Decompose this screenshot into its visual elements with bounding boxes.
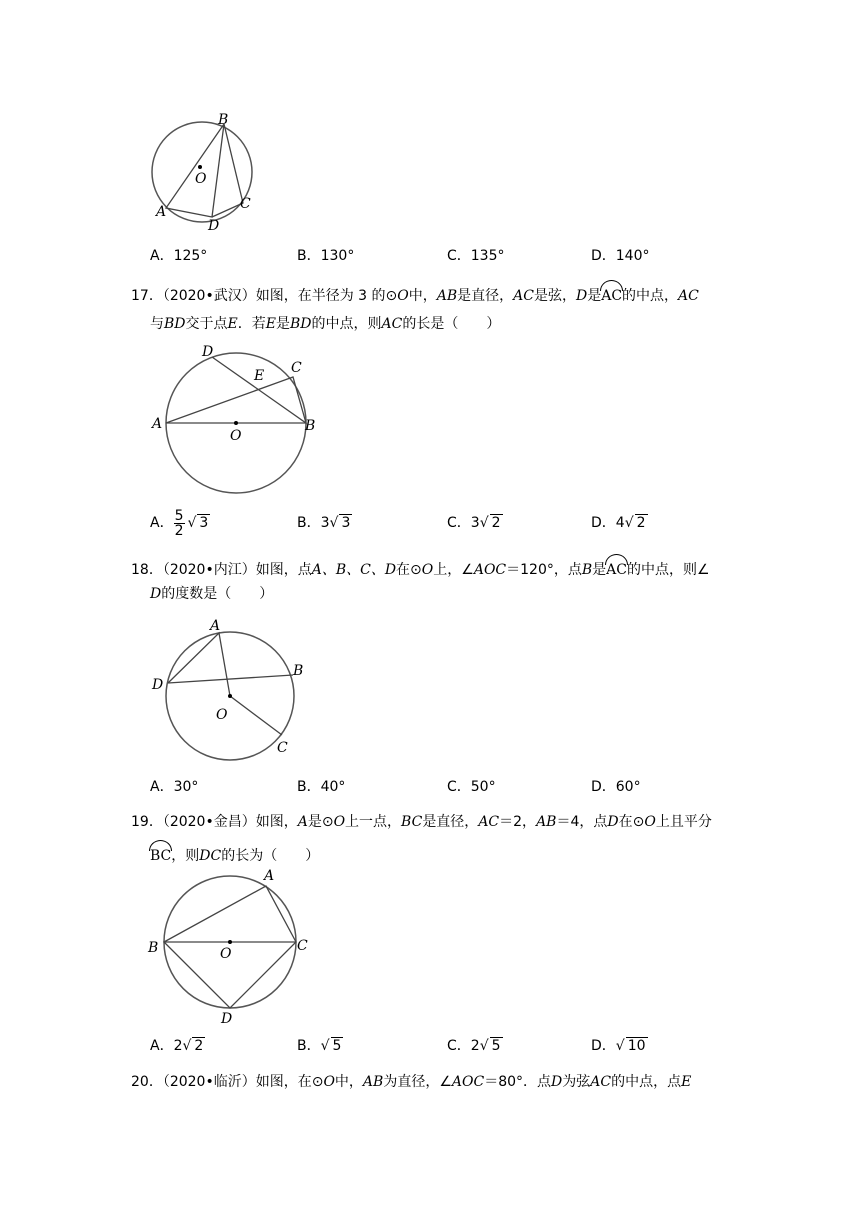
q19-options <box>150 1034 770 1060</box>
q16-label-A: A <box>156 204 167 220</box>
q17-arc-AC: AC <box>601 282 622 306</box>
q16-label-B: B <box>218 112 229 128</box>
q17-label-D: D <box>202 344 214 360</box>
q20-line1: 20．（2020•临沂）如图，在⊙O中，AB为直径，∠AOC＝80°．点D为弦AC的中点，点E <box>131 1074 692 1090</box>
q16-figure <box>140 108 270 238</box>
q18-center-dot <box>228 694 232 698</box>
q18-line1: 18．（2020•内江）如图，点A、B、C、D在⊙O上，∠AOC＝120°，点B是AC的中点，则∠ <box>131 556 710 580</box>
q19-option-a[interactable]: A．2√ 2 <box>150 1038 204 1054</box>
q16-label-C: C <box>240 196 251 212</box>
q17-option-a[interactable]: A． $\frac{5}{2}$ √ 3 <box>150 508 210 538</box>
q18-label-B: B <box>293 663 304 679</box>
q16-option-d[interactable]: D．140° <box>591 248 650 264</box>
q19-center-dot <box>228 940 232 944</box>
q17-line1: 17．（2020•武汉）如图，在半径为 3 的⊙O中，AB是直径，AC是弦，D是AC的中点，AC <box>131 282 699 306</box>
q18-figure <box>150 615 320 765</box>
q16-label-D: D <box>208 218 220 234</box>
q19-label-C: C <box>297 938 308 954</box>
q16-option-a[interactable]: A．125° <box>150 248 208 264</box>
q19-arc-BC: BC <box>150 842 171 866</box>
q18-line2: D的度数是（ ） <box>150 586 274 602</box>
q19-line2: BC，则DC的长为（ ） <box>150 842 319 866</box>
q18-option-c[interactable]: C．50° <box>447 779 496 795</box>
q18-arc-AC: AC <box>606 556 627 580</box>
q19-option-d[interactable]: D．√ 10 <box>591 1038 646 1054</box>
q19-line1: 19．（2020•金昌）如图，A是⊙O上一点，BC是直径，AC＝2，AB＝4，点D在⊙O上且平分 <box>131 814 712 830</box>
q17-label-O: O <box>230 428 242 444</box>
q17-option-b[interactable]: B．3√ 3 <box>297 515 351 531</box>
q19-label-A: A <box>264 868 275 884</box>
q17-label-B: B <box>305 418 316 434</box>
q17-lines <box>166 357 306 423</box>
q17-line2: 与BD交于点E．若E是BD的中点，则AC的长是（ ） <box>150 316 501 332</box>
q17-figure <box>148 342 328 502</box>
q16-center-dot <box>198 165 202 169</box>
q18-label-O: O <box>216 707 228 723</box>
q17-center-dot <box>234 421 238 425</box>
q16-option-c[interactable]: C．135° <box>447 248 505 264</box>
q16-option-b[interactable]: B．130° <box>297 248 355 264</box>
q19-label-B: B <box>148 940 159 956</box>
q18-option-a[interactable]: A．30° <box>150 779 199 795</box>
q19-figure <box>146 866 318 1026</box>
q18-option-d[interactable]: D．60° <box>591 779 641 795</box>
q18-option-b[interactable]: B．40° <box>297 779 346 795</box>
q17-label-C: C <box>291 360 302 376</box>
q18-label-D: D <box>152 677 164 693</box>
q17-options <box>150 508 770 538</box>
q17-option-c[interactable]: C．3√ 2 <box>447 515 501 531</box>
q18-label-A: A <box>210 618 221 634</box>
q16-label-O: O <box>195 171 207 187</box>
q19-option-b[interactable]: B．√ 5 <box>297 1038 342 1054</box>
q19-label-D: D <box>221 1011 233 1027</box>
q17-label-E: E <box>254 368 265 384</box>
q17-option-d[interactable]: D．4√ 2 <box>591 515 646 531</box>
q18-options <box>150 775 770 799</box>
q19-label-O: O <box>220 946 232 962</box>
q16-options <box>150 244 770 268</box>
q17-label-A: A <box>152 416 163 432</box>
q18-label-C: C <box>277 740 288 756</box>
q19-option-c[interactable]: C．2√ 5 <box>447 1038 501 1054</box>
q18-chord-DB <box>168 675 293 683</box>
